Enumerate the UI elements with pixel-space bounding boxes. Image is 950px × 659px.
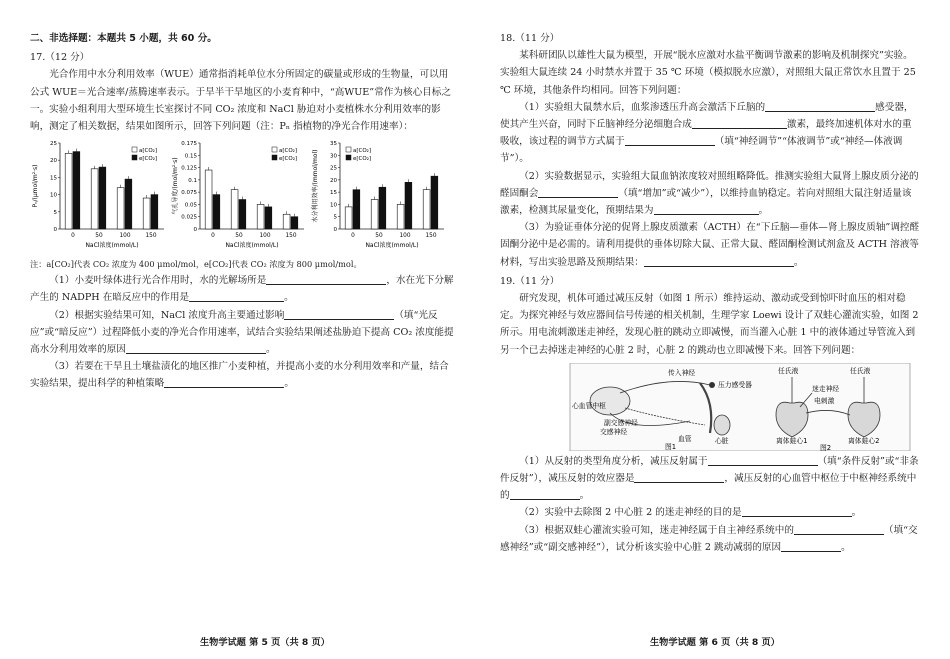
fig1-label-baroreceptor: 压力感受器 [718, 380, 752, 389]
q19-intro: 研究发现，机体可通过减压反射（如图 1 所示）维持运动、激动或受到惊吓时血压的相对稳定。为探究神经与效应器间信号传递的相关机制，生理学家 Loewi 设计了双蛙心灌流实验，如图 2 所示。用电流刺激迷走神经，发现心脏的跳动立即减慢，而当灌入心脏 1 中的液体通过导管流入到另一个已去掉迷走神经的心脏 2 时，心脏 2 的跳动也立即减慢下来。回答下列问题： [500, 293, 919, 356]
q17-sub2-text-a: （2）根据实验结果可知，NaCl 浓度升高主要通过影响 [49, 309, 285, 321]
fig2-label-ringer1: 任氏液 [778, 366, 799, 375]
q19-sub2-text-b: 。 [851, 507, 862, 519]
q18-sub2-blank-1[interactable] [538, 185, 618, 198]
q17-sub1 [30, 272, 455, 306]
chart1-bar [125, 179, 132, 229]
q19-sub1-text-c: ，减压反射的心血管中枢位于中枢神经系统中的 [500, 473, 917, 502]
q19-figure-svg [500, 363, 920, 451]
q18-sub3 [500, 219, 920, 271]
q19-sub2-text-a: （2）实验中去除图 2 中心脏 2 的迷走神经的目的是 [519, 507, 742, 519]
q18-sub2-text-c: 。 [758, 205, 769, 217]
chart3-xtick-label: 100 [399, 233, 411, 240]
chart1-xtick-label: 150 [145, 233, 157, 240]
chart3-ytick-label: 0 [333, 227, 337, 234]
chart2-xtick-label: 150 [285, 233, 297, 240]
chart3-ytick-label: 15 [330, 190, 337, 197]
chart3-bar [397, 205, 404, 230]
chart1-bar [99, 167, 106, 229]
chart2-bar [205, 170, 212, 229]
chart3-xtick-label: 0 [351, 233, 355, 240]
q17-sub2-blank-1[interactable] [284, 307, 394, 320]
chart2-ytick-label: 0.05 [184, 202, 197, 209]
baroreceptor-icon [709, 382, 715, 388]
chart3-ylabel: 水分利用效率/(mmol/mol) [312, 149, 319, 223]
q18-sub1-text-d: （填“神经调节”“体液调节”或“神经—体液调节”）。 [500, 136, 903, 165]
chart2-xlabel: NaCl浓度(mmol/L) [225, 242, 279, 250]
chart1-legend-label: e[CO₂] [139, 156, 158, 163]
q18-sub1-blank-1[interactable] [765, 99, 875, 112]
chart3-bar [345, 207, 352, 229]
q18-sub1-text-b: 感受器，使其产生兴奋，同时下丘脑神经分泌细胞合成 [500, 101, 914, 131]
chart3-legend-swatch [346, 155, 351, 160]
chart1-ytick-label: 20 [50, 158, 57, 165]
left-footer: 生物学试题 第 5 页（共 8 页） [200, 637, 330, 648]
q19-sub3 [500, 522, 920, 556]
q19-sub2 [500, 504, 920, 521]
q19-sub1-blank-2[interactable] [634, 470, 724, 483]
q17-sub1-text-a: （1）小麦叶绿体进行光合作用时，水的光解场所是 [49, 275, 267, 287]
q17-chart-figure [30, 137, 455, 255]
chart2-ytick-label: 0.15 [184, 153, 197, 160]
q19-sub2-blank[interactable] [742, 504, 852, 517]
right-footer: 生物学试题 第 6 页（共 8 页） [650, 637, 780, 648]
chart1-bar [91, 169, 98, 229]
q18-sub1-blank-2[interactable] [692, 116, 787, 129]
q19-sub3-text-a: （3）根据双蛙心灌流实验可知，迷走神经属于自主神经系统中的 [519, 524, 794, 536]
chart2-legend-swatch [272, 147, 277, 152]
fig1-label-parasym: 副交感神经 [604, 418, 638, 427]
q18-sub3-text-a: （3）为验证垂体分泌的促肾上腺皮质激素（ACTH）在“下丘脑—垂体—肾上腺皮质轴”调控醛固酮分泌中是必需的。请利用提供的垂体切除大鼠、正常大鼠、醛固酮检测试剂盒及 ACTH 溶液等材料，写出实验思路及预期结果： [500, 222, 920, 268]
chart1-xtick-label: 0 [71, 233, 75, 240]
q18-sub1-text-c: 激素，最终加速机体对水的重吸收，该过程的调节方式属于 [500, 119, 912, 148]
chart3-legend-label: e[CO₂] [353, 156, 372, 163]
heart-icon [714, 415, 730, 435]
chart3-legend-label: a[CO₂] [353, 148, 372, 155]
q19-sub1-blank-3[interactable] [510, 487, 580, 500]
fig2-label-heart1: 离体蛙心1 [776, 436, 808, 445]
chart3-bar [405, 183, 412, 230]
fig2-label-ringer2: 任氏液 [850, 366, 871, 375]
q17-sub2-text-b: （填“光反应”或“暗反应”）过程降低小麦的净光合作用速率，试结合实验结果阐述盐胁迫下提高 CO₂ 浓度能提高水分利用效率的原因 [30, 309, 454, 356]
fig1-label: 图1 [665, 442, 677, 451]
chart1-ytick-label: 15 [50, 175, 57, 182]
fig2-label-heart2: 离体蛙心2 [848, 436, 880, 445]
q19-sub1-blank-1[interactable] [708, 453, 818, 466]
chart2-bar [265, 207, 272, 229]
q17-sub1-blank-2[interactable] [189, 289, 284, 302]
q19-sub3-blank-1[interactable] [794, 522, 884, 535]
chart2-legend-label: a[CO₂] [279, 148, 298, 155]
chart1-bar [117, 188, 124, 229]
q19-sub3-text-b: （填“交感神经”或“副交感神经”），试分析该实验中心脏 2 跳动减弱的原因 [500, 524, 918, 553]
chart3-ytick-label: 20 [330, 178, 337, 185]
chart3-xtick-label: 50 [375, 233, 383, 240]
q17-sub2-blank-2[interactable] [126, 341, 266, 354]
chart2-bar [239, 200, 246, 229]
q18-sub2-text-a: （2）实验数据显示，实验组大鼠血钠浓度较对照组略降低。推测实验组大鼠肾上腺皮质分泌的醛固酮会 [500, 170, 919, 199]
q18-sub1-blank-3[interactable] [625, 133, 715, 146]
chart1-bar [151, 195, 158, 229]
q18-sub1 [500, 99, 920, 168]
chart2-ytick-label: 0 [193, 227, 197, 234]
chart2-ylabel: 气孔导度/(mol/m²·s) [172, 157, 179, 215]
fig1-label-center: 心血管中枢 [572, 401, 606, 410]
chart3-xtick-label: 150 [425, 233, 437, 240]
fig2-label: 图2 [820, 443, 832, 451]
q17-sub3 [30, 358, 455, 392]
q19-figures [500, 363, 920, 451]
chart3-ytick-label: 5 [333, 214, 337, 221]
chart1-legend-label: a[CO₂] [139, 148, 158, 155]
chart2-ytick-label: 0.125 [181, 165, 197, 172]
chart1-ytick-label: 0 [53, 227, 57, 234]
chart1-xtick-label: 100 [119, 233, 131, 240]
chart1-ytick-label: 25 [50, 141, 57, 148]
chart1-ytick-label: 10 [50, 192, 57, 199]
chart2-ytick-label: 0.075 [181, 190, 197, 197]
q19-sub3-text-c: 。 [841, 541, 851, 553]
chart2-bar [291, 217, 298, 229]
fig1-label-sym: 交感神经 [600, 427, 628, 436]
q19-header: 19.（11 分） [500, 275, 560, 287]
chart3-ytick-label: 10 [330, 202, 337, 209]
chart1-bar [73, 152, 80, 229]
q17-sub1-text-c: 。 [284, 292, 294, 304]
chart2-bar [257, 205, 264, 230]
q17-sub3-text-a: （3）若要在干旱且土壤盐渍化的地区推广小麦种植，并提高小麦的水分利用效率和产量，结合实验结果，提出科学的种植策略 [30, 361, 449, 390]
q17-header: 17.（12 分） [30, 52, 90, 64]
chart2-bar [213, 195, 220, 229]
q17-sub1-text-b: ，水在光下分解产生的 NADPH 在暗反应中的作用是 [30, 275, 454, 304]
q17-sub3-text-b: 。 [284, 378, 294, 390]
fig2-label-vagus: 迷走神经 [812, 384, 840, 393]
chart2-xtick-label: 0 [211, 233, 215, 240]
chart2-legend-label: e[CO₂] [279, 156, 298, 163]
fig1-label-vessel: 血管 [678, 434, 692, 443]
q19-sub3-blank-2[interactable] [781, 539, 841, 552]
q17-sub3-blank[interactable] [164, 375, 284, 388]
q17-intro: 光合作用中水分利用效率（WUE）通常指消耗单位水分所固定的碳量或形成的生物量，可以用公式 WUE＝光合速率/蒸腾速率表示。于旱半干旱地区的小麦育种中，“高WUE”常作为核心目标之一。实验小组利用大型环境生长室探讨不同 CO₂ 浓度和 NaCl 胁迫对小麦植株水分利用效率的影响，测定了相关数据，结果如图所示，回答下列问题（注：Pₙ 指植物的净光合作用速率）： [30, 69, 451, 133]
q18-sub1-text-a: （1）实验组大鼠禁水后，血浆渗透压升高会激活下丘脑的 [519, 101, 766, 113]
chart3-xlabel: NaCl浓度(mmol/L) [365, 242, 419, 250]
chart2-bar [283, 214, 290, 229]
q18-sub3-text-b: 。 [793, 256, 804, 268]
q18-sub2-text-b: （填“增加”或“减少”），以维持血钠稳定。若向对照组大鼠注射适量该激素，检测其尿量变化，预期结果为 [500, 187, 912, 217]
chart2-ytick-label: 0.175 [181, 141, 197, 148]
chart2-ytick-label: 0.1 [188, 178, 197, 185]
q18-header: 18.（11 分） [500, 33, 560, 44]
chart3-ytick-label: 30 [330, 153, 337, 160]
chart1-xlabel: NaCl浓度(mmol/L) [85, 242, 139, 250]
left-column [30, 30, 455, 393]
chart2-xtick-label: 100 [259, 233, 271, 240]
chart3-legend-swatch [346, 147, 351, 152]
q19-sub1-text-b: （填“条件反射”或“非条件反射”），减压反射的效应器是 [500, 455, 919, 485]
chart1-bar [143, 198, 150, 229]
chart1-bar [65, 154, 72, 230]
q17-sub1-blank-1[interactable] [266, 272, 386, 285]
chart2-legend-swatch [272, 155, 277, 160]
q17-charts [30, 137, 455, 255]
chart2-ytick-label: 0.025 [181, 214, 197, 221]
q17-sub2-text-c: 。 [265, 344, 276, 356]
right-column [500, 30, 920, 556]
chart3-bar [431, 176, 438, 229]
q19-sub1-text-d: 。 [579, 490, 590, 502]
q19-sub1-text-a: （1）从反射的类型角度分析，减压反射属于 [519, 455, 708, 467]
fig2-label-stim: 电刺激 [814, 396, 835, 405]
fig1-label-heart: 心脏 [715, 436, 729, 445]
chart1-legend-swatch [132, 147, 137, 152]
chart1-legend-swatch [132, 155, 137, 160]
q18-sub3-blank[interactable] [644, 254, 794, 267]
chart2-bar [231, 190, 238, 229]
chart3-bar [379, 187, 386, 229]
chart3-ytick-label: 35 [330, 141, 337, 148]
chart1-ylabel: Pₙ/(μmol/m²·s) [32, 164, 39, 208]
q18-intro: 某科研团队以雄性大鼠为模型，开展“脱水应激对水盐平衡调节激素的影响及机制探究”实验。实验组大鼠连续 24 小时禁水并置于 35 ℃ 环境（模拟脱水应激），对照组大鼠正常饮水且置于 25 ℃ 环境，其他条件均相同。回答下列问题： [500, 50, 916, 96]
chart3-bar [353, 190, 360, 229]
q17-sub2 [30, 307, 455, 359]
chart1-ytick-label: 5 [53, 210, 57, 217]
chart2-xtick-label: 50 [235, 233, 243, 240]
fig1-label-afferent: 传入神经 [668, 368, 696, 377]
q18-sub2-blank-2[interactable] [654, 202, 759, 215]
section-title: 二、非选择题：本题共 5 小题，共 60 分。 [30, 33, 217, 44]
chart3-ytick-label: 25 [330, 165, 337, 172]
chart3-bar [371, 200, 378, 229]
q17-note: 注：a[CO₂]代表 CO₂ 浓度为 400 μmol/mol，e[CO₂]代表 CO₂ 浓度为 800 μmol/mol。 [30, 259, 362, 270]
chart3-bar [423, 190, 430, 229]
q19-sub1 [500, 453, 920, 505]
q18-sub2 [500, 168, 920, 220]
chart1-xtick-label: 50 [95, 233, 103, 240]
